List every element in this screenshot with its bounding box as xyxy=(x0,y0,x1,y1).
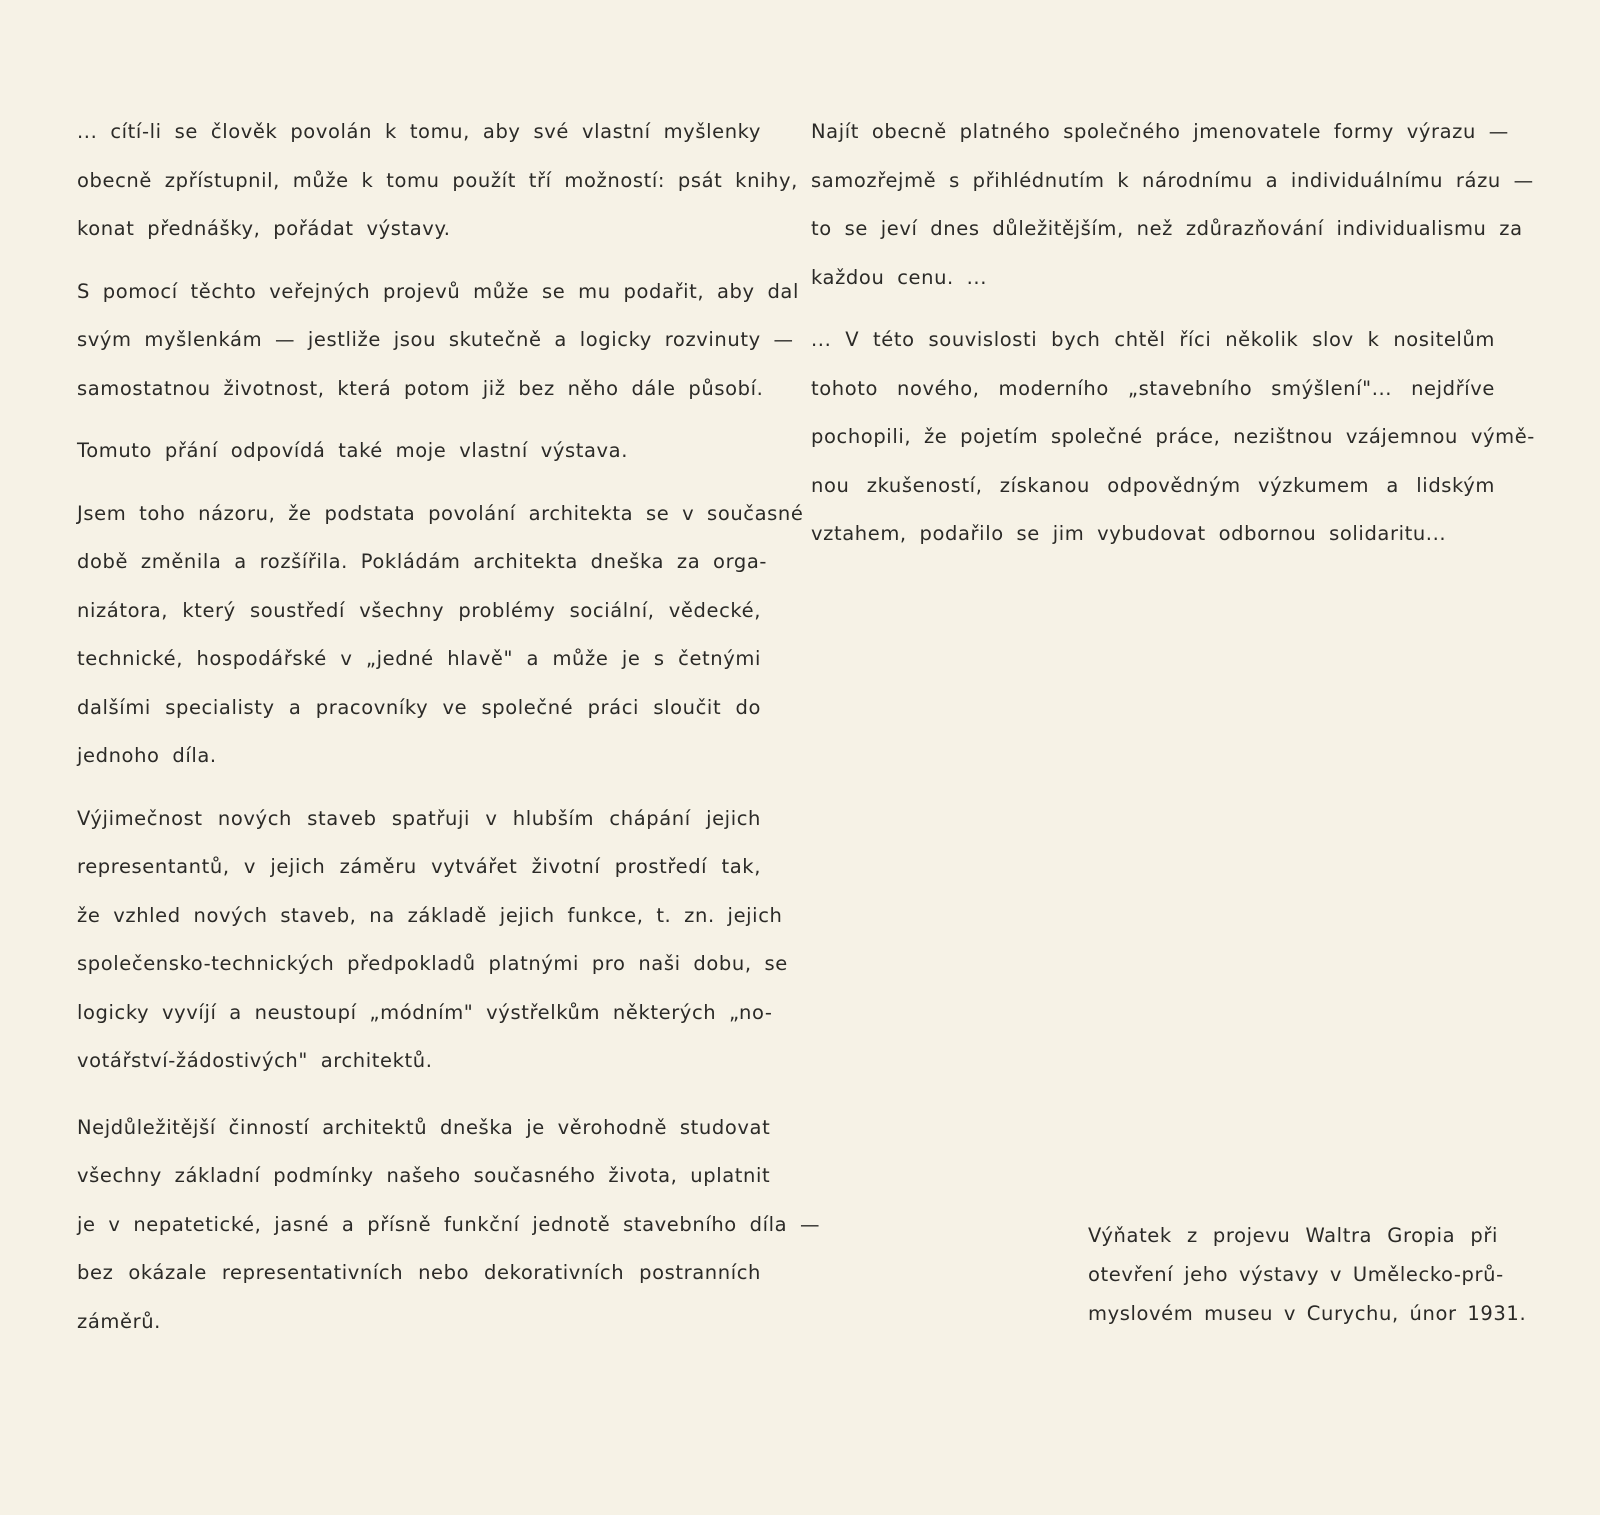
paragraph-architect-role xyxy=(77,490,804,781)
paragraph-common-denominator xyxy=(811,108,1534,302)
paragraph-intro xyxy=(77,108,798,254)
text-line: dalšími specialisty a pracovníky ve společné práci sloučit do xyxy=(77,695,761,719)
text-line: to se jeví dnes důležitějším, než zdůrazňování individualismu za xyxy=(811,217,1523,240)
text-line: svým myšlenkám — jestliže jsou skutečně a logicky rozvinuty — xyxy=(77,328,794,351)
text-line: že vzhled nových staveb, na základě jejich funkce, t. zn. jejich xyxy=(77,903,783,927)
text-line: technické, hospodářské v „jedné hlavě" a může je s četnými xyxy=(77,647,761,670)
text-line: Jsem toho názoru, že podstata povolání architekta se v současné xyxy=(77,501,804,525)
text-line: všechny základní podmínky našeho současného života, uplatnit xyxy=(77,1164,771,1187)
paragraph-solidarity xyxy=(811,316,1535,559)
paragraph-exhibition-wish xyxy=(77,427,761,476)
text-line: společensko-technických předpokladů platnými pro naši dobu, se xyxy=(77,952,788,975)
text-line: je v nepatetické, jasné a přísně funkční jednotě stavebního díla — xyxy=(77,1212,821,1236)
text-line: Nejdůležitější činností architektů dneška je věrohodně studovat xyxy=(77,1115,771,1139)
text-line: samostatnou životnost, která potom již bez něho dále působí. xyxy=(77,376,764,400)
text-line: době změnila a rozšířila. Pokládám architekta dneška za orga- xyxy=(77,550,768,573)
paragraph-most-important xyxy=(77,1104,821,1347)
text-line: votářství-žádostivých" architektů. xyxy=(77,1049,433,1072)
text-line: nou zkušeností, získanou odpovědným výzkumem a lidským xyxy=(811,473,1495,497)
text-line: jednoho díla. xyxy=(77,744,217,767)
text-line: samozřejmě s přihlédnutím k národnímu a individuálnímu rázu — xyxy=(811,168,1534,192)
text-line: bez okázale representativních nebo dekorativních postranních xyxy=(77,1261,761,1284)
text-line: nizátora, který soustředí všechny problémy sociální, vědecké, xyxy=(77,598,761,622)
text-line: každou cenu. ... xyxy=(811,265,988,289)
text-line: Tomuto přání odpovídá také moje vlastní výstava. xyxy=(77,439,629,462)
text-line: tohoto nového, moderního „stavebního smýšlení"... nejdříve xyxy=(811,376,1495,400)
text-line: logicky vyvíjí a neustoupí „módním" výstřelkům některých „no- xyxy=(77,1000,773,1024)
text-line: S pomocí těchto veřejných projevů může se mu podařit, aby dal xyxy=(77,279,799,303)
text-line: záměrů. xyxy=(77,1309,161,1333)
text-line: pochopili, že pojetím společné práce, nezištnou vzájemnou výmě- xyxy=(811,425,1535,448)
text-line: vztahem, podařilo se jim vybudovat odbornou solidaritu... xyxy=(811,522,1447,545)
source-caption xyxy=(1088,1216,1527,1333)
text-line: Výjimečnost nových staveb spatřuji v hlubším chápání jejich xyxy=(77,806,761,830)
caption-line: Výňatek z projevu Waltra Gropia při xyxy=(1088,1224,1498,1247)
text-line: representantů, v jejich záměru vytvářet životní prostředí tak, xyxy=(77,855,761,878)
text-line: ... cítí-li se člověk povolán k tomu, aby své vlastní myšlenky xyxy=(77,120,761,143)
left-column xyxy=(77,108,821,1346)
text-line: ... V této souvislosti bych chtěl říci několik slov k nositelům xyxy=(811,328,1495,351)
caption-line: otevření jeho výstavy v Umělecko-prů- xyxy=(1088,1263,1504,1286)
text-line: obecně zpřístupnil, může k tomu použít tří možností: psát knihy, xyxy=(77,168,798,192)
caption-line: myslovém museu v Curychu, únor 1931. xyxy=(1088,1302,1527,1325)
text-line: Najít obecně platného společného jmenovatele formy výrazu — xyxy=(811,120,1509,143)
paragraph-new-buildings xyxy=(77,795,788,1086)
paragraph-public-expression xyxy=(77,268,799,414)
right-column xyxy=(811,108,1535,559)
text-line: konat přednášky, pořádat výstavy. xyxy=(77,217,451,240)
